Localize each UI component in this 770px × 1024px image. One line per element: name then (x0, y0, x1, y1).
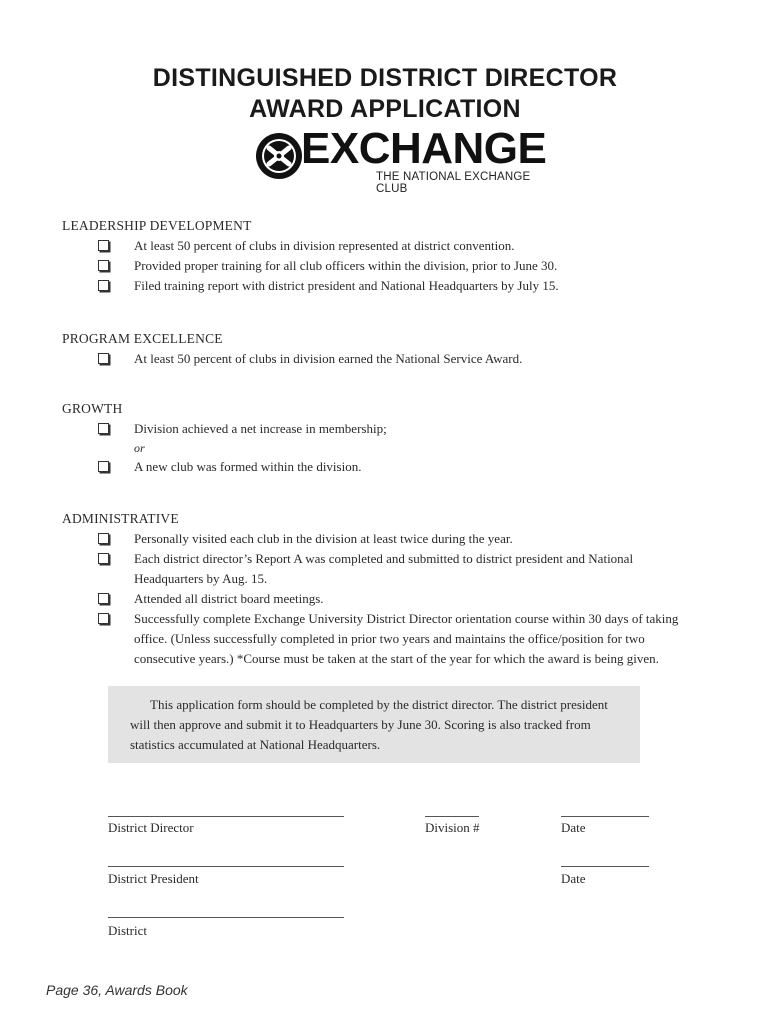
page-footer: Page 36, Awards Book (46, 982, 188, 998)
logo-wordmark: EXCHANGE (301, 124, 547, 173)
checkbox[interactable] (98, 423, 109, 434)
district-president-signature-line[interactable] (108, 866, 344, 867)
checkbox[interactable] (98, 240, 109, 251)
checklist-item: Division achieved a net increase in membership; (98, 419, 702, 439)
logo-subtitle: THE NATIONAL EXCHANGE CLUB (376, 171, 531, 195)
section-heading: PROGRAM EXCELLENCE (62, 331, 223, 346)
exchange-logo (255, 124, 555, 195)
checkbox[interactable] (98, 533, 109, 544)
note-line: will then approve and submit it to Headquarters by June 30. Scoring is also tracked from (130, 717, 591, 732)
checklist-item: Each district director’s Report A was completed and submitted to district president and National Headquarters by Aug. 15. (98, 549, 702, 589)
checklist-item: Successfully complete Exchange University District Director orientation course within 30 days of taking office. (Unless successfully completed in prior two years and maintains the office/position for two consecutive years.) *Course must be taken at the start of the year for which the award is being given. (98, 609, 702, 669)
page-title-line1: DISTINGUISHED DISTRICT DIRECTOR (152, 64, 618, 92)
district-president-label: District President (108, 871, 199, 886)
instructions-note (108, 686, 640, 763)
checkbox[interactable] (98, 353, 109, 364)
checklist-item: A new club was formed within the division. (98, 457, 702, 477)
checklist-item: Personally visited each club in the division at least twice during the year. (98, 529, 702, 549)
checkbox[interactable] (98, 280, 109, 291)
note-line: statistics accumulated at National Headquarters. (130, 737, 381, 752)
section-leadership-development (62, 218, 702, 296)
checklist-item: Provided proper training for all club officers within the division, prior to June 30. (98, 256, 702, 276)
checklist-item: At least 50 percent of clubs in division represented at district convention. (98, 236, 702, 256)
district-line[interactable] (108, 917, 344, 918)
section-heading: GROWTH (62, 401, 123, 416)
checkbox[interactable] (98, 613, 109, 624)
division-number-label: Division # (425, 820, 480, 835)
district-director-label: District Director (108, 820, 194, 835)
section-growth (62, 401, 702, 477)
date-label-1: Date (561, 820, 586, 835)
checkbox[interactable] (98, 553, 109, 564)
section-administrative (62, 511, 702, 669)
date-label-2: Date (561, 871, 586, 886)
checkbox[interactable] (98, 461, 109, 472)
note-line: This application form should be completed by the district director. The district president (150, 697, 608, 712)
district-director-signature-line[interactable] (108, 816, 344, 817)
checklist-item: At least 50 percent of clubs in division earned the National Service Award. (98, 349, 702, 369)
section-heading: LEADERSHIP DEVELOPMENT (62, 218, 252, 233)
checklist-item: Attended all district board meetings. (98, 589, 702, 609)
page-title-line2: AWARD APPLICATION (249, 95, 521, 123)
section-program-excellence (62, 331, 702, 369)
district-label: District (108, 923, 147, 938)
date-line-2[interactable] (561, 866, 649, 867)
section-heading: ADMINISTRATIVE (62, 511, 179, 526)
checklist-item: Filed training report with district president and National Headquarters by July 15. (98, 276, 702, 296)
checkbox[interactable] (98, 593, 109, 604)
date-line-1[interactable] (561, 816, 649, 817)
checkbox[interactable] (98, 260, 109, 271)
division-number-line[interactable] (425, 816, 479, 817)
or-text: or (134, 441, 145, 455)
exchange-seal-icon (255, 132, 303, 180)
